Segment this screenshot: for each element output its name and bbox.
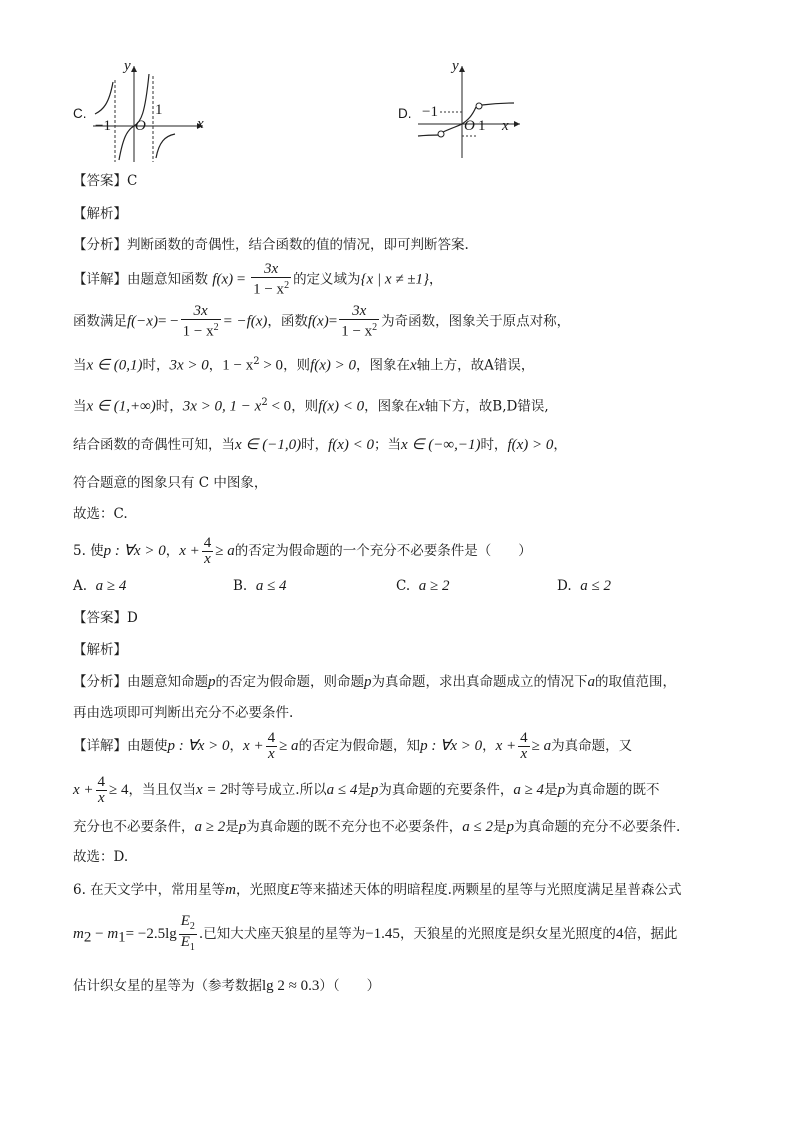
q4-answer-line: [73, 172, 137, 190]
text: 由题意知命题: [127, 674, 208, 690]
q5-detail-line-1: 【详解】由题使p : ∀x > 0，x + $\frac{4}{x}$ ≥ a的否定为假命题，知p : ∀x > 0，x + $\frac{4}{x}$ ≥ a为真命题，又: [73, 730, 633, 762]
math: = −f(x): [222, 313, 268, 330]
q4-detail-line-7: [73, 505, 128, 523]
text: 当: [73, 357, 87, 374]
math: x: [418, 398, 425, 415]
x-axis-label: x: [502, 118, 509, 134]
text: 再由选项即可判断出充分不必要条件.: [73, 705, 294, 721]
text: 为真命题的既不充分也不必要条件，: [246, 819, 463, 835]
option-label: C.: [73, 106, 87, 121]
math: f(−x): [127, 313, 158, 330]
fraction: $\frac{3x}{1 - x^2}$: [182, 303, 219, 340]
option-label: D.: [557, 578, 572, 594]
math: m: [73, 926, 84, 942]
math: x +: [179, 543, 200, 559]
denominator: E: [180, 934, 190, 950]
math: x ∈ (0,1): [86, 357, 143, 374]
q6-stem-line-2: $m_2 - m_1= -2.5\lg$ $\frac{E_2}{E_1}$ .已知大犬座天狼星的星等为−1.45，天狼星的光照度是织女星光照度的4倍，据此: [73, 913, 678, 953]
text: 是: [357, 782, 371, 798]
q4-fenxi-line: [73, 236, 469, 254]
text: 轴下方，故B,D错误,: [424, 398, 549, 415]
q6-stem-line-3: [73, 977, 380, 995]
numerator: 4: [203, 535, 212, 551]
q5-fenxi-line-1: [73, 673, 676, 691]
text: 的取值范围，: [595, 674, 676, 690]
numerator: 4: [97, 774, 106, 790]
option-math: a ≤ 4: [255, 578, 287, 594]
text: 结合函数的奇偶性可知，当: [73, 437, 235, 453]
text: 由题使: [127, 738, 168, 754]
fenxi-text: 判断函数的奇偶性，结合函数的值的情况，即可判断答案.: [127, 237, 469, 253]
text: 时，: [480, 437, 508, 453]
math: p: [208, 674, 216, 690]
text: 时等号成立.所以: [227, 782, 327, 798]
fenxi-tag: 【分析】: [73, 674, 127, 690]
text: 倍，据此: [623, 926, 678, 942]
text: 5. 使: [73, 543, 104, 559]
text: 的定义域为: [293, 271, 361, 288]
math: x ∈ (−∞,−1): [401, 437, 481, 453]
math: a ≤ 2: [462, 819, 493, 835]
origin-label: O: [135, 118, 146, 134]
math: lg 2 ≈ 0.3: [262, 978, 320, 994]
y-axis-label: y: [124, 58, 131, 74]
option-c[interactable]: [396, 578, 449, 595]
xiangjie-tag: 【详解】: [73, 738, 127, 754]
q5-analysis-tag: [73, 641, 127, 659]
text: ，图象在: [364, 398, 419, 415]
text: 为真命题的充分不必要条件.: [513, 819, 681, 835]
text: 等来描述天体的明暗程度.两颗星的星等与光照度满足星普森公式: [299, 882, 682, 898]
denominator: x: [518, 746, 530, 762]
math: a ≤ 4: [326, 782, 358, 798]
text: 为真命题，又: [551, 738, 633, 754]
text: 时，: [142, 357, 170, 374]
text: ，图象在: [356, 357, 410, 374]
y-axis-label: y: [452, 58, 459, 74]
text: 是: [492, 819, 507, 835]
math: p : ∀x > 0: [420, 738, 483, 754]
text: ，: [428, 271, 443, 288]
math: 4: [615, 926, 624, 942]
math: p: [238, 819, 247, 835]
math: x ∈ (−1,0): [235, 437, 302, 453]
denominator: x: [202, 551, 214, 567]
option-label: A.: [73, 578, 88, 594]
option-math: a ≥ 2: [418, 578, 450, 594]
text: 时，: [155, 398, 183, 415]
q5-detail-line-2: [73, 770, 660, 810]
denominator: 1 − x: [253, 281, 285, 298]
fraction: $\frac{3x}{1 - x^2}$: [253, 261, 290, 298]
math: m: [225, 882, 237, 898]
q4-detail-line-2: [73, 304, 570, 340]
numerator: 4: [267, 730, 276, 746]
math: E: [290, 882, 300, 898]
numerator: 3x: [193, 303, 208, 319]
math: = −2.5lg: [125, 926, 177, 942]
q6-stem-line-1: [73, 881, 681, 899]
q5-stem: 5. 使p : ∀x > 0，x + $\frac{4}{x}$ ≥ a的否定为假命题的一个充分不必要条件是（ ）: [73, 535, 532, 567]
text: 时，: [301, 437, 329, 453]
fraction: [96, 775, 108, 806]
option-label: B.: [233, 578, 248, 594]
graph-c-svg: [91, 62, 211, 166]
text: 的否定为假命题，则命题: [215, 674, 364, 690]
math: = −: [157, 313, 179, 330]
math: x = 2: [196, 782, 228, 798]
fraction: [518, 731, 530, 762]
option-label: C.: [396, 578, 411, 594]
answer-value: C: [127, 173, 138, 189]
math: a ≥ 4: [513, 782, 545, 798]
fraction: $\frac{3x}{1 - x^2}$: [341, 303, 378, 340]
fraction: $\frac{E_2}{E_1}$: [180, 913, 195, 953]
math: 1 − x: [222, 357, 254, 374]
math: f(x): [307, 313, 329, 330]
option-d[interactable]: [557, 578, 611, 595]
numerator: E: [180, 913, 190, 930]
text: ，函数: [267, 313, 308, 330]
math: x ∈ (1,+∞): [86, 398, 156, 415]
fraction: [202, 536, 214, 567]
math: m: [107, 926, 119, 942]
text: 的否定为假命题的一个充分不必要条件是（ ）: [234, 543, 532, 559]
xiangjie-tag: 【详解】: [73, 271, 127, 288]
math: a: [587, 674, 595, 690]
tick-1: 1: [155, 102, 163, 118]
text: 为奇函数，图象关于原点对称，: [381, 313, 571, 330]
math: ≥ a: [215, 543, 235, 559]
math: =: [328, 313, 338, 330]
q5-answer-line: [73, 609, 138, 627]
math: ≥ 4: [109, 782, 129, 798]
text: 当: [73, 398, 87, 415]
q4-detail-line-6: [73, 474, 267, 492]
denominator: x: [266, 746, 278, 762]
math: p: [557, 782, 566, 798]
q4-detail-line-4: 当x ∈ (1,+∞)时，3x > 0, $1 - x^2 < 0$，则f(x) < 0，图象在x轴下方，故B,D错误,: [73, 397, 549, 415]
text: 是: [544, 782, 558, 798]
q5-detail-line-3: [73, 818, 680, 836]
option-math: a ≥ 4: [95, 578, 127, 594]
math: p: [364, 674, 372, 690]
text: 的否定为假命题，知: [298, 738, 421, 754]
text: ，光照度: [236, 882, 291, 898]
math: 3x > 0: [169, 357, 209, 374]
text: 为真命题的充要条件，: [378, 782, 514, 798]
text: 估计织女星的星等为（参考数据: [73, 978, 262, 994]
option-math: a ≤ 2: [580, 578, 611, 594]
math: f(x) < 0: [328, 437, 375, 453]
math: x: [410, 357, 417, 374]
fenxi-tag: 【分析】: [73, 237, 127, 253]
answer-tag: 【答案】: [73, 610, 127, 626]
text: ；当: [374, 437, 402, 453]
analysis-tag: 【解析】: [73, 206, 127, 222]
answer-tag: 【答案】: [73, 173, 127, 189]
x-axis-label: x: [197, 116, 204, 132]
math: ≥ a: [531, 738, 552, 754]
tick-neg1: −1: [422, 104, 438, 120]
math: f(x) > 0: [310, 357, 356, 374]
text: .已知大犬座天狼星的星等为: [198, 926, 366, 942]
q5-fenxi-line-2: [73, 704, 293, 722]
tick-neg1: −1: [95, 118, 111, 134]
answer-value: D: [127, 610, 138, 626]
math: p : ∀x > 0: [103, 543, 166, 559]
text: ，当且仅当: [128, 782, 197, 798]
text: 符合题意的图象只有 C 中图象，: [73, 475, 268, 491]
math: p: [506, 819, 514, 835]
option-a[interactable]: [73, 578, 126, 595]
math: p: [370, 782, 379, 798]
tick-1: 1: [478, 118, 486, 134]
q5-detail-line-4: [73, 848, 128, 866]
text: 是: [225, 819, 239, 835]
denominator: x: [96, 790, 108, 806]
text: ，则: [291, 398, 319, 415]
origin-label: O: [464, 118, 475, 134]
text: ，: [553, 437, 567, 453]
math: x +: [243, 738, 264, 754]
text: 由题意知函数: [127, 271, 208, 288]
math: x +: [73, 782, 94, 798]
math: −1.45: [365, 926, 400, 942]
text: 故选：C.: [73, 506, 128, 522]
math-domain: {x | x ≠ ±1}: [360, 271, 429, 288]
q4-detail-line-5: [73, 436, 567, 454]
denominator: 1 − x: [182, 323, 214, 340]
text: 函数满足: [73, 313, 127, 330]
option-label: D.: [398, 106, 412, 121]
math: x +: [495, 738, 517, 754]
text: 故选：D.: [73, 849, 129, 865]
text: ，天狼星的光照度是织女星光照度的: [399, 926, 616, 942]
math: a ≥ 2: [194, 819, 226, 835]
math: f(x) < 0: [318, 398, 365, 415]
numerator: 4: [520, 730, 528, 746]
option-b[interactable]: [233, 578, 287, 595]
q4-detail-line-1: 【详解】由题意知函数 f(x) = $\frac{3x}{1 - x^2}$ 的定义域为{x | x ≠ ±1}，: [73, 261, 443, 298]
fraction: [266, 731, 278, 762]
analysis-tag: 【解析】: [73, 642, 127, 658]
text: 轴上方，故A错误，: [416, 357, 535, 374]
q4-detail-line-3: 当x ∈ (0,1)时，3x > 0，$1 - x^2 > 0$，则f(x) > 0，图象在x轴上方，故A错误，: [73, 356, 535, 374]
math-fx: f(x): [212, 271, 234, 288]
numerator: 3x: [352, 303, 367, 319]
text: ，则: [283, 357, 311, 374]
text: 充分也不必要条件，: [73, 819, 195, 835]
math: f(x) > 0: [507, 437, 554, 453]
math: 3x > 0, 1 − x: [182, 398, 262, 415]
text: 6. 在天文学中，常用星等: [73, 882, 226, 898]
text: ）（ ）: [319, 978, 381, 994]
denominator: 1 − x: [341, 323, 373, 340]
numerator: 3x: [263, 261, 279, 277]
text: 为真命题，求出真命题成立的情况下: [371, 674, 588, 690]
math: ≥ a: [279, 738, 299, 754]
q4-analysis-tag: [73, 205, 127, 223]
math: p : ∀x > 0: [167, 738, 230, 754]
text: 为真命题的既不: [565, 782, 660, 798]
